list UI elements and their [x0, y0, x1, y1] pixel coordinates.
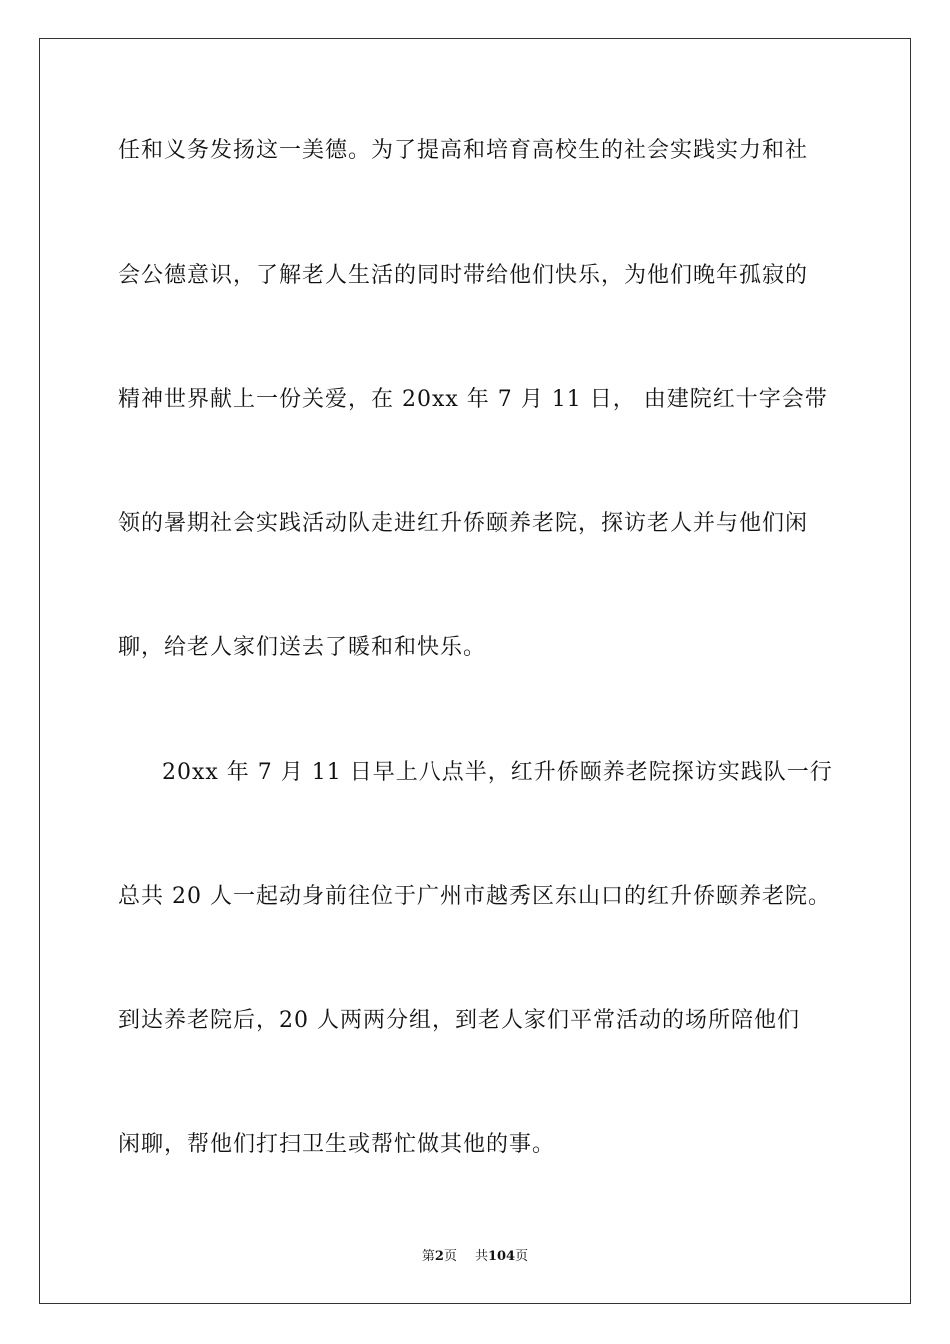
page-number: 2 [434, 1249, 444, 1264]
paragraph-line: 20xx 年 7 月 11 日早上八点半，红升侨颐养老院探访实践队一行 [162, 760, 833, 785]
page-prefix: 第 [421, 1249, 435, 1264]
total-prefix: 共 [474, 1249, 488, 1264]
paragraph-line: 任和义务发扬这一美德。为了提高和培育高校生的社会实践实力和社 [118, 138, 809, 163]
paragraph-line: 会公德意识，了解老人生活的同时带给他们快乐，为他们晚年孤寂的 [118, 263, 809, 288]
paragraph-line: 总共 20 人一起动身前往位于广州市越秀区东山口的红升侨颐养老院。 [118, 884, 831, 909]
paragraph-line: 到达养老院后，20 人两两分组，到老人家们平常活动的场所陪他们 [118, 1008, 800, 1033]
page-suffix: 页 [443, 1249, 457, 1264]
page-border [39, 38, 911, 1304]
paragraph-line: 精神世界献上一份关爱，在 20xx 年 7 月 11 日， 由建院红十字会带 [118, 387, 828, 412]
total-suffix: 页 [515, 1249, 529, 1264]
paragraph-line: 闲聊，帮他们打扫卫生或帮忙做其他的事。 [118, 1132, 556, 1157]
page-footer [0, 1248, 950, 1266]
paragraph-line: 领的暑期社会实践活动队走进红升侨颐养老院，探访老人并与他们闲 [118, 511, 809, 536]
paragraph-line: 聊，给老人家们送去了暖和和快乐。 [118, 635, 487, 660]
total-pages: 104 [487, 1249, 516, 1264]
